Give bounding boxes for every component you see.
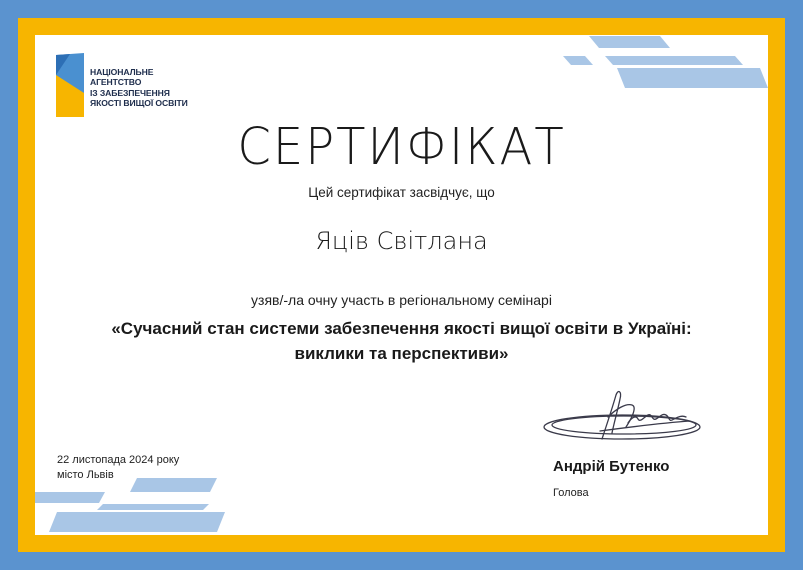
seminar-title	[75, 316, 728, 366]
certificate-paper	[35, 35, 768, 535]
handwritten-signature	[540, 387, 712, 447]
agency-logo-icon	[56, 53, 84, 117]
stripe-bottom-2	[35, 492, 105, 503]
certificate-subtitle: Цей сертифікат засвідчує, що	[308, 185, 495, 200]
stripe-top-4	[617, 68, 768, 88]
logo-line-1: НАЦІОНАЛЬНЕ	[90, 67, 154, 77]
participation-text: узяв/-ла очну участь в регіональному семінарі	[251, 292, 552, 308]
seminar-title-line-2: виклики та перспективи»	[294, 344, 509, 363]
recipient-name: Яців Світлана	[315, 227, 488, 255]
stripe-top-3	[605, 56, 743, 65]
seminar-title-line-1: «Сучасний стан системи забезпечення якості вищої освіти в Україні:	[111, 319, 692, 338]
signer-role: Голова	[553, 487, 589, 499]
stripe-top-1	[589, 36, 670, 48]
logo-line-4: ЯКОСТІ ВИЩОЇ ОСВІТИ	[90, 98, 188, 109]
date-place-block	[57, 453, 179, 483]
stripe-bottom-4	[49, 512, 225, 532]
certificate-title: СЕРТИФІКАТ	[237, 117, 566, 177]
stripe-top-2	[563, 56, 593, 65]
signer-name: Андрій Бутенко	[553, 458, 670, 475]
logo-line-3: ІЗ ЗАБЕЗПЕЧЕННЯ	[90, 87, 170, 98]
issue-date: 22 листопада 2024 року	[57, 454, 180, 466]
decorative-stripes-top	[555, 35, 768, 90]
agency-logo-text	[90, 67, 188, 109]
decorative-stripes-bottom	[35, 475, 245, 535]
issue-place: місто Львів	[57, 469, 114, 481]
stripe-bottom-3	[97, 504, 209, 510]
logo-line-2: АГЕНТСТВО	[90, 77, 142, 88]
